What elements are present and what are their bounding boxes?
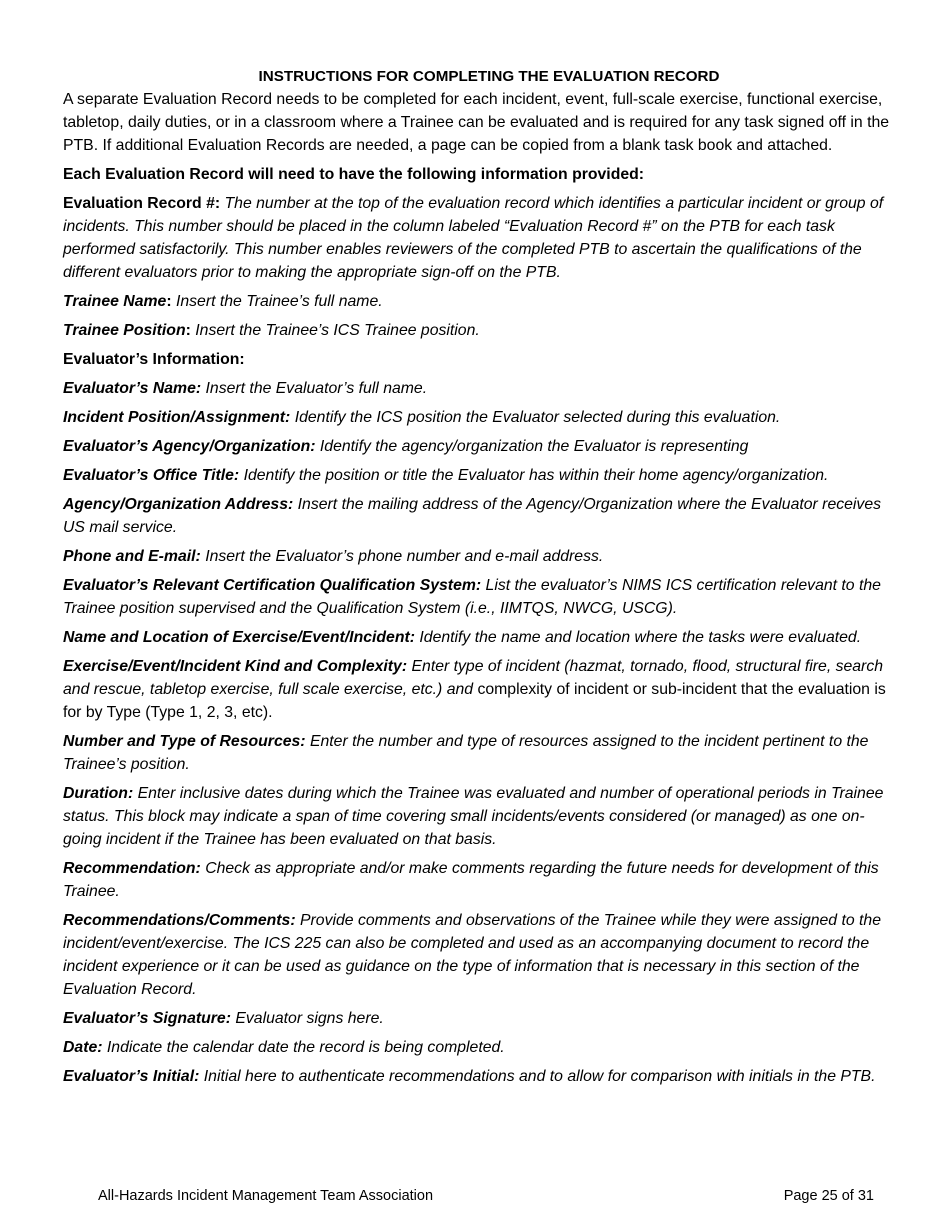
kind-complexity-text-italic: Enter type of incident (hazmat, tornado, flood, structural fire, search and rescue, tabletop exercise, full scale exercise, etc.) and <box>63 658 884 698</box>
kind-complexity-text-plain: complexity of incident or sub-incident that the evaluation is for by Type (Type 1, 2, 3, etc). <box>63 681 886 721</box>
item-label: Name and Location of Exercise/Event/Incident: <box>63 629 416 646</box>
kind-complexity-label: Exercise/Event/Incident Kind and Complexity: <box>63 658 408 675</box>
item-label: Evaluator’s Initial: <box>63 1068 200 1085</box>
item-text: Identify the position or title the Evaluator has within their home agency/organization. <box>239 467 829 484</box>
item-text: Check as appropriate and/or make comments regarding the future needs for development of this Trainee. <box>63 860 879 900</box>
item-label: Incident Position/Assignment: <box>63 409 291 426</box>
definition-item <box>63 857 895 903</box>
definition-item <box>63 574 895 620</box>
item-label: Evaluator’s Office Title: <box>63 467 240 484</box>
definition-item <box>63 464 895 487</box>
evaluation-record-item <box>63 192 895 284</box>
definition-item <box>63 1036 895 1059</box>
item-label: Date: <box>63 1039 103 1056</box>
item-label: Agency/Organization Address: <box>63 496 294 513</box>
item-label: Number and Type of Resources: <box>63 733 306 750</box>
intro-paragraph: A separate Evaluation Record needs to be completed for each incident, event, full-scale exercise, functional exercise, tabletop, daily duties, or in a classroom where a Trainee can be evaluated and is required for any task signed off in the PTB. If additional Evaluation Records are needed, a page can be copied from a blank task book and attached. <box>63 91 890 154</box>
definition-item <box>63 909 895 1001</box>
item-text: Indicate the calendar date the record is being completed. <box>102 1039 505 1056</box>
definition-item <box>63 435 895 458</box>
item-text: Identify the agency/organization the Evaluator is representing <box>315 438 749 455</box>
item-label: Evaluator’s Signature: <box>63 1010 231 1027</box>
item-text: Insert the Evaluator’s full name. <box>201 380 428 397</box>
trainee-position-label: Trainee Position <box>63 322 186 339</box>
item-text: Identify the ICS position the Evaluator selected during this evaluation. <box>290 409 781 426</box>
document-body <box>63 66 895 1094</box>
evaluation-record-label: Evaluation Record #: <box>63 195 221 212</box>
lead-paragraph: Each Evaluation Record will need to have the following information provided: <box>63 166 645 183</box>
item-label: Evaluator’s Agency/Organization: <box>63 438 316 455</box>
definition-item <box>63 782 895 851</box>
definition-item <box>63 1007 895 1030</box>
evaluator-info-heading: Evaluator’s Information: <box>63 351 245 368</box>
item-label: Duration: <box>63 785 134 802</box>
definition-item <box>63 493 895 539</box>
item-label: Evaluator’s Relevant Certification Qualification System: <box>63 577 482 594</box>
item-text: Insert the Evaluator’s phone number and e-mail address. <box>200 548 604 565</box>
item-text: Enter inclusive dates during which the Trainee was evaluated and number of operational periods in Trainee status. This block may indicate a span of time covering small incidents/events considered (or managed) as one on-going incident if the Trainee has been evaluated on that basis. <box>63 785 884 848</box>
item-text: Provide comments and observations of the Trainee while they were assigned to the incident/event/exercise. The ICS 225 can also be completed and used as an accompanying document to record the incident experience or it can be used as guidance on the type of information that is necessary in this section of the Evaluation Record. <box>63 912 881 998</box>
trainee-name-item <box>63 290 895 313</box>
trainee-name-label: Trainee Name <box>63 293 167 310</box>
item-label: Evaluator’s Name: <box>63 380 202 397</box>
item-text: List the evaluator’s NIMS ICS certification relevant to the Trainee position supervised and the Qualification System (i.e., IIMTQS, NWCG, USCG). <box>63 577 881 617</box>
definition-item <box>63 626 895 649</box>
item-text: Evaluator signs here. <box>230 1010 384 1027</box>
definition-item <box>63 377 895 400</box>
evaluation-record-text: The number at the top of the evaluation record which identifies a particular incident or group of incidents. This number should be placed in the column labeled “Evaluation Record #” on the PTB for each task performed satisfactorily. This number enables reviewers of the completed PTB to ascertain the qualifications of the different evaluators prior to making the appropriate sign-off on the PTB. <box>63 195 884 281</box>
item-text: Identify the name and location where the tasks were evaluated. <box>415 629 862 646</box>
trainee-position-colon: : <box>185 322 191 339</box>
item-text: Initial here to authenticate recommendations and to allow for comparison with initials in the PTB. <box>199 1068 876 1085</box>
item-text: Enter the number and type of resources assigned to the incident pertinent to the Trainee’s position. <box>63 733 869 773</box>
kind-complexity-item <box>63 655 895 724</box>
footer-page-number: Page 25 of 31 <box>783 1188 874 1204</box>
page-title: INSTRUCTIONS FOR COMPLETING THE EVALUATION RECORD <box>258 68 720 85</box>
definition-item <box>63 406 895 429</box>
item-label: Phone and E-mail: <box>63 548 201 565</box>
footer-organization: All-Hazards Incident Management Team Association <box>98 1188 434 1204</box>
definition-item <box>63 545 895 568</box>
trainee-position-item <box>63 319 895 342</box>
trainee-name-colon: : <box>166 293 172 310</box>
definition-item <box>63 1065 895 1088</box>
trainee-name-text: Insert the Trainee’s full name. <box>171 293 383 310</box>
definition-item <box>63 730 895 776</box>
item-label: Recommendation: <box>63 860 201 877</box>
item-label: Recommendations/Comments: <box>63 912 296 929</box>
item-text: Insert the mailing address of the Agency/Organization where the Evaluator receives US mail service. <box>63 496 882 536</box>
trainee-position-text: Insert the Trainee’s ICS Trainee position. <box>190 322 480 339</box>
